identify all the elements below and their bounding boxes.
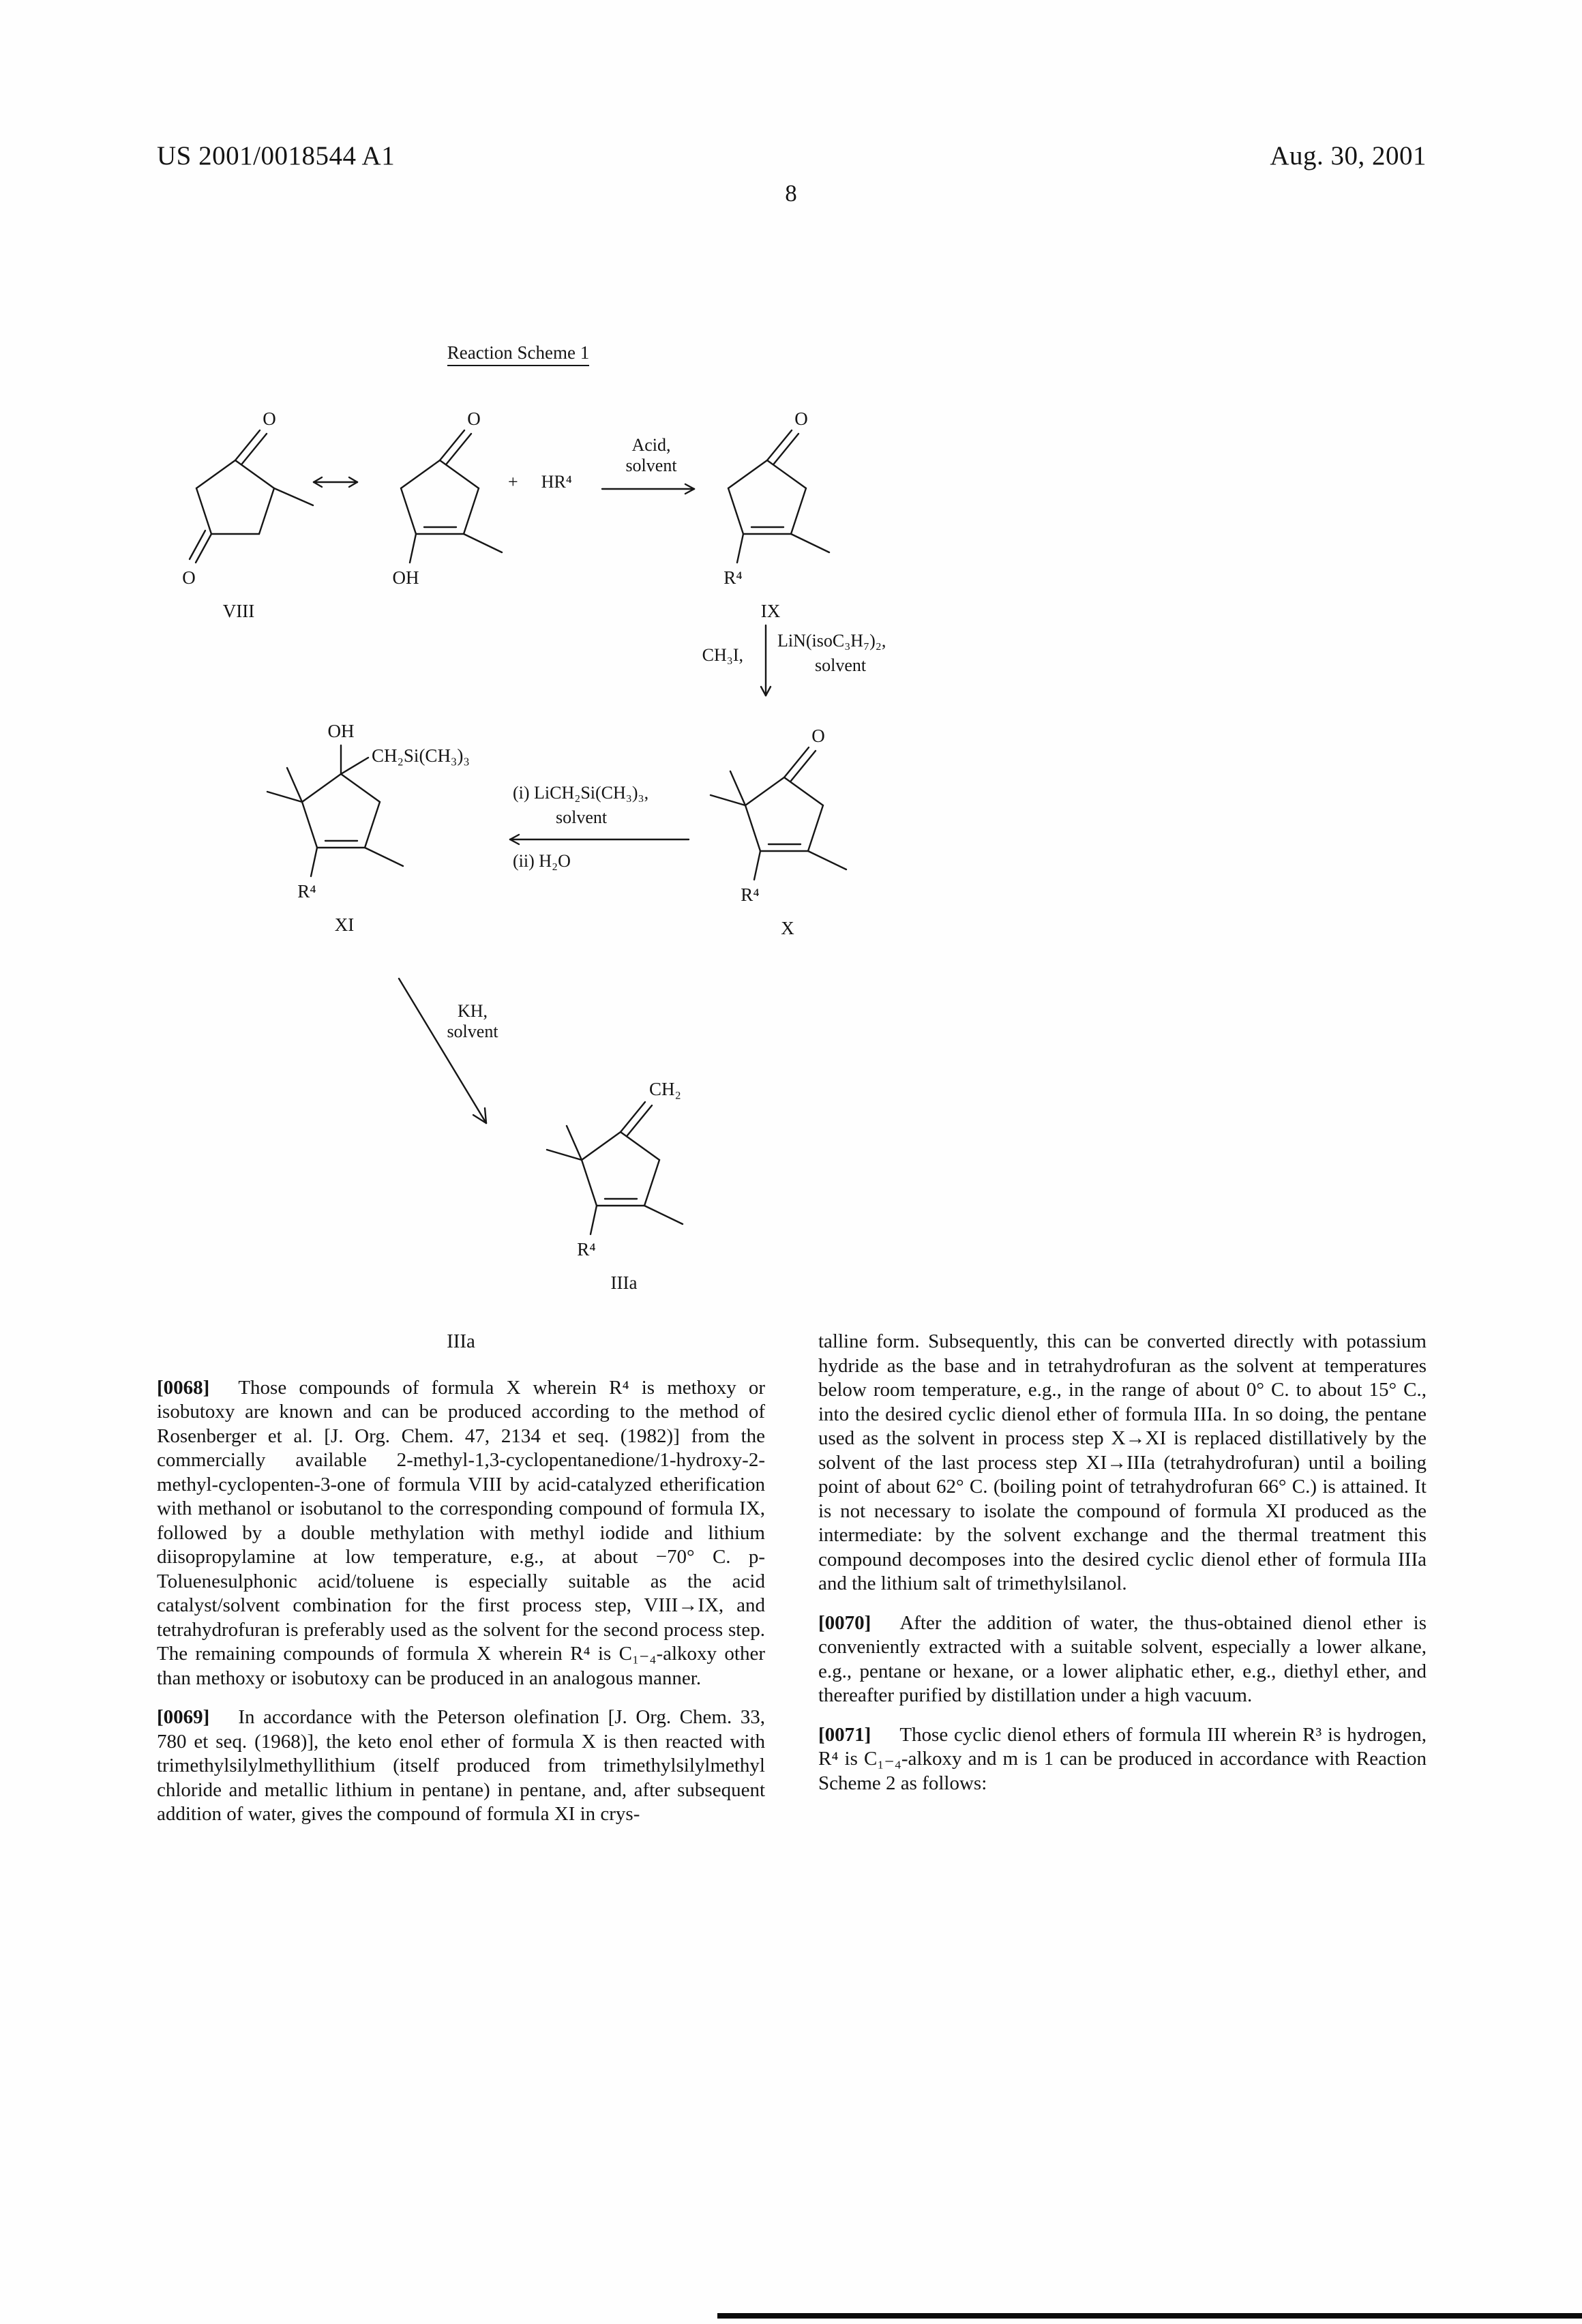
structure-enol <box>365 392 522 601</box>
structure-ix-drawing <box>692 392 849 597</box>
paragraph-number: [0068] <box>157 1376 210 1399</box>
atom-o: O <box>263 408 276 429</box>
structure-enol-drawing <box>365 392 522 597</box>
structure-x-label: X <box>781 918 794 938</box>
structure-x-drawing <box>709 709 866 914</box>
reaction-scheme-1 <box>0 327 1582 1330</box>
reagent-lin-solvent: solvent <box>815 655 867 675</box>
reagent-ch3i: CH₃I, <box>702 645 743 665</box>
structure-viii-drawing <box>160 392 317 597</box>
patent-number: US 2001/0018544 A1 <box>157 141 395 170</box>
group-ch2: CH₂ <box>649 1079 681 1099</box>
paragraph-text: Those compounds of formula X wherein R⁴ is methoxy or isobutoxy are known and can be produced according to the method of Rosenberger et al. [J. Org. Chem. 47, 2134 et seq. (1982)] from the commercially available 2-methyl-1,3-cyclopentanedione/1-hydroxy-2-methyl-cyclopenten-3-one of formula VIII by acid-catalyzed etherification with methanol or isobutanol to the corresponding compound of formula IX, followed by a double methylation with methyl iodide and lithium diisopropylamine at low temperature, e.g., at about −70° C. p-Toluenesulphonic acid/toluene is especially suitable as the acid catalyst/solvent combination for the first process step, VIII→IX, and tetrahydrofuran is preferably used as the solvent for the second process step. The remaining compounds of formula X wherein R⁴ is C₁₋₄-alkoxy other than methoxy or isobutoxy can be produced in an analogous manner. <box>157 1376 765 1689</box>
paragraph-0068 <box>157 1376 765 1691</box>
left-column <box>157 1330 765 1842</box>
atom-o: O <box>182 567 196 588</box>
reagent-step-ii: (ii) H₂O <box>513 851 571 871</box>
reagent-kh: KH, solvent <box>447 1001 498 1041</box>
structure-viii <box>160 392 317 622</box>
reagent-acid-solvent: Acid, solvent <box>625 435 677 475</box>
structure-ix <box>692 392 849 622</box>
paragraph-0069 <box>157 1705 765 1827</box>
reagent-hr4 <box>508 472 572 492</box>
atom-r4: R⁴ <box>297 881 316 902</box>
paragraph-number: [0070] <box>818 1611 871 1634</box>
reagent-lin: LiN(isoC₃H₇)₂, <box>777 631 886 651</box>
atom-r4: R⁴ <box>741 884 760 905</box>
structure-xi <box>266 706 559 936</box>
hr4-label: HR⁴ <box>541 472 572 492</box>
paragraph-text: Those cyclic dienol ethers of formula III wherein R³ is hydrogen, R⁴ is C₁₋₄-alkoxy and m is 1 can be produced in accordance with Reaction Scheme 2 as follows: <box>818 1723 1427 1794</box>
scheme-title: Reaction Scheme 1 <box>382 342 655 363</box>
paragraph-continuation <box>818 1330 1427 1596</box>
paragraph-text: After the addition of water, the thus-obtained dienol ether is conveniently extracted with a suitable solvent, especially a lower alkane, e.g., pentane or hexane, or a lower aliphatic ether, e.g., diethyl ether, and thereafter purified by distillation under a high vacuum. <box>818 1611 1427 1706</box>
atom-oh: OH <box>392 567 419 588</box>
paragraph-0070 <box>818 1611 1427 1708</box>
equilibrium-arrow <box>308 472 363 492</box>
paragraph-number: [0069] <box>157 1706 210 1728</box>
structure-xi-drawing <box>266 706 559 910</box>
group-ch2si: CH₂Si(CH₃)₃ <box>372 745 470 766</box>
structure-iiia <box>546 1064 702 1294</box>
atom-r4: R⁴ <box>723 567 743 588</box>
structure-ix-label: IX <box>760 601 781 621</box>
atom-o: O <box>467 408 481 429</box>
plus-sign: + <box>508 472 518 492</box>
atom-r4: R⁴ <box>577 1239 596 1260</box>
structure-xi-label: XI <box>334 914 355 935</box>
page-header <box>157 140 1427 171</box>
atom-o: O <box>811 726 825 746</box>
structure-viii-label: VIII <box>222 601 255 621</box>
structure-iiia-label: IIIa <box>610 1272 638 1293</box>
paragraph-0071 <box>818 1723 1427 1796</box>
reagent-step-i: (i) LiCH₂Si(CH₃)₃, <box>513 783 649 803</box>
reaction-arrow-right <box>599 479 701 499</box>
scan-artifact-line <box>717 2313 1582 2319</box>
structure-x <box>709 709 866 939</box>
reagent-step-i-solvent: solvent <box>556 807 608 827</box>
page-number: 8 <box>785 180 797 207</box>
reaction-arrow-diagonal <box>392 972 501 1135</box>
structure-iiia-drawing <box>546 1064 702 1268</box>
publication-date: Aug. 30, 2001 <box>1270 141 1427 170</box>
atom-oh: OH <box>327 721 355 741</box>
figure-caption-iiia: IIIa <box>447 1330 475 1352</box>
reaction-arrow-down <box>756 622 776 704</box>
paragraph-text: In accordance with the Peterson olefination [J. Org. Chem. 33, 780 et seq. (1968)], the keto enol ether of formula X is then reacted with trimethylsilylmethyllithium (itself produced from trimethylsilylmethyl chloride and metallic lithium in pentane) in pentane, and, after subsequent addition of water, gives the compound of formula XI in crys- <box>157 1706 765 1825</box>
atom-o: O <box>794 408 808 429</box>
paragraph-text: talline form. Subsequently, this can be converted directly with potassium hydride as the base and in tetrahydrofuran as the solvent at temperatures below room temperature, e.g., in the range of about 0° C. to about 15° C., into the desired cyclic dienol ether of formula IIIa. In so doing, the pentane used as the solvent in process step X→XI is replaced distillatively by the solvent of the last process step XI→IIIa (tetrahydrofuran) until a boiling point of about 62° C. (boiling point of tetrahydrofuran 66° C.) is attained. It is not necessary to isolate the compound of formula XI produced as the intermediate: by the solvent exchange and the thermal treatment this compound decomposes into the desired cyclic dienol ether of formula IIIa and the lithium salt of trimethylsilanol. <box>818 1330 1427 1594</box>
paragraph-number: [0071] <box>818 1723 871 1746</box>
right-column <box>818 1330 1427 1811</box>
